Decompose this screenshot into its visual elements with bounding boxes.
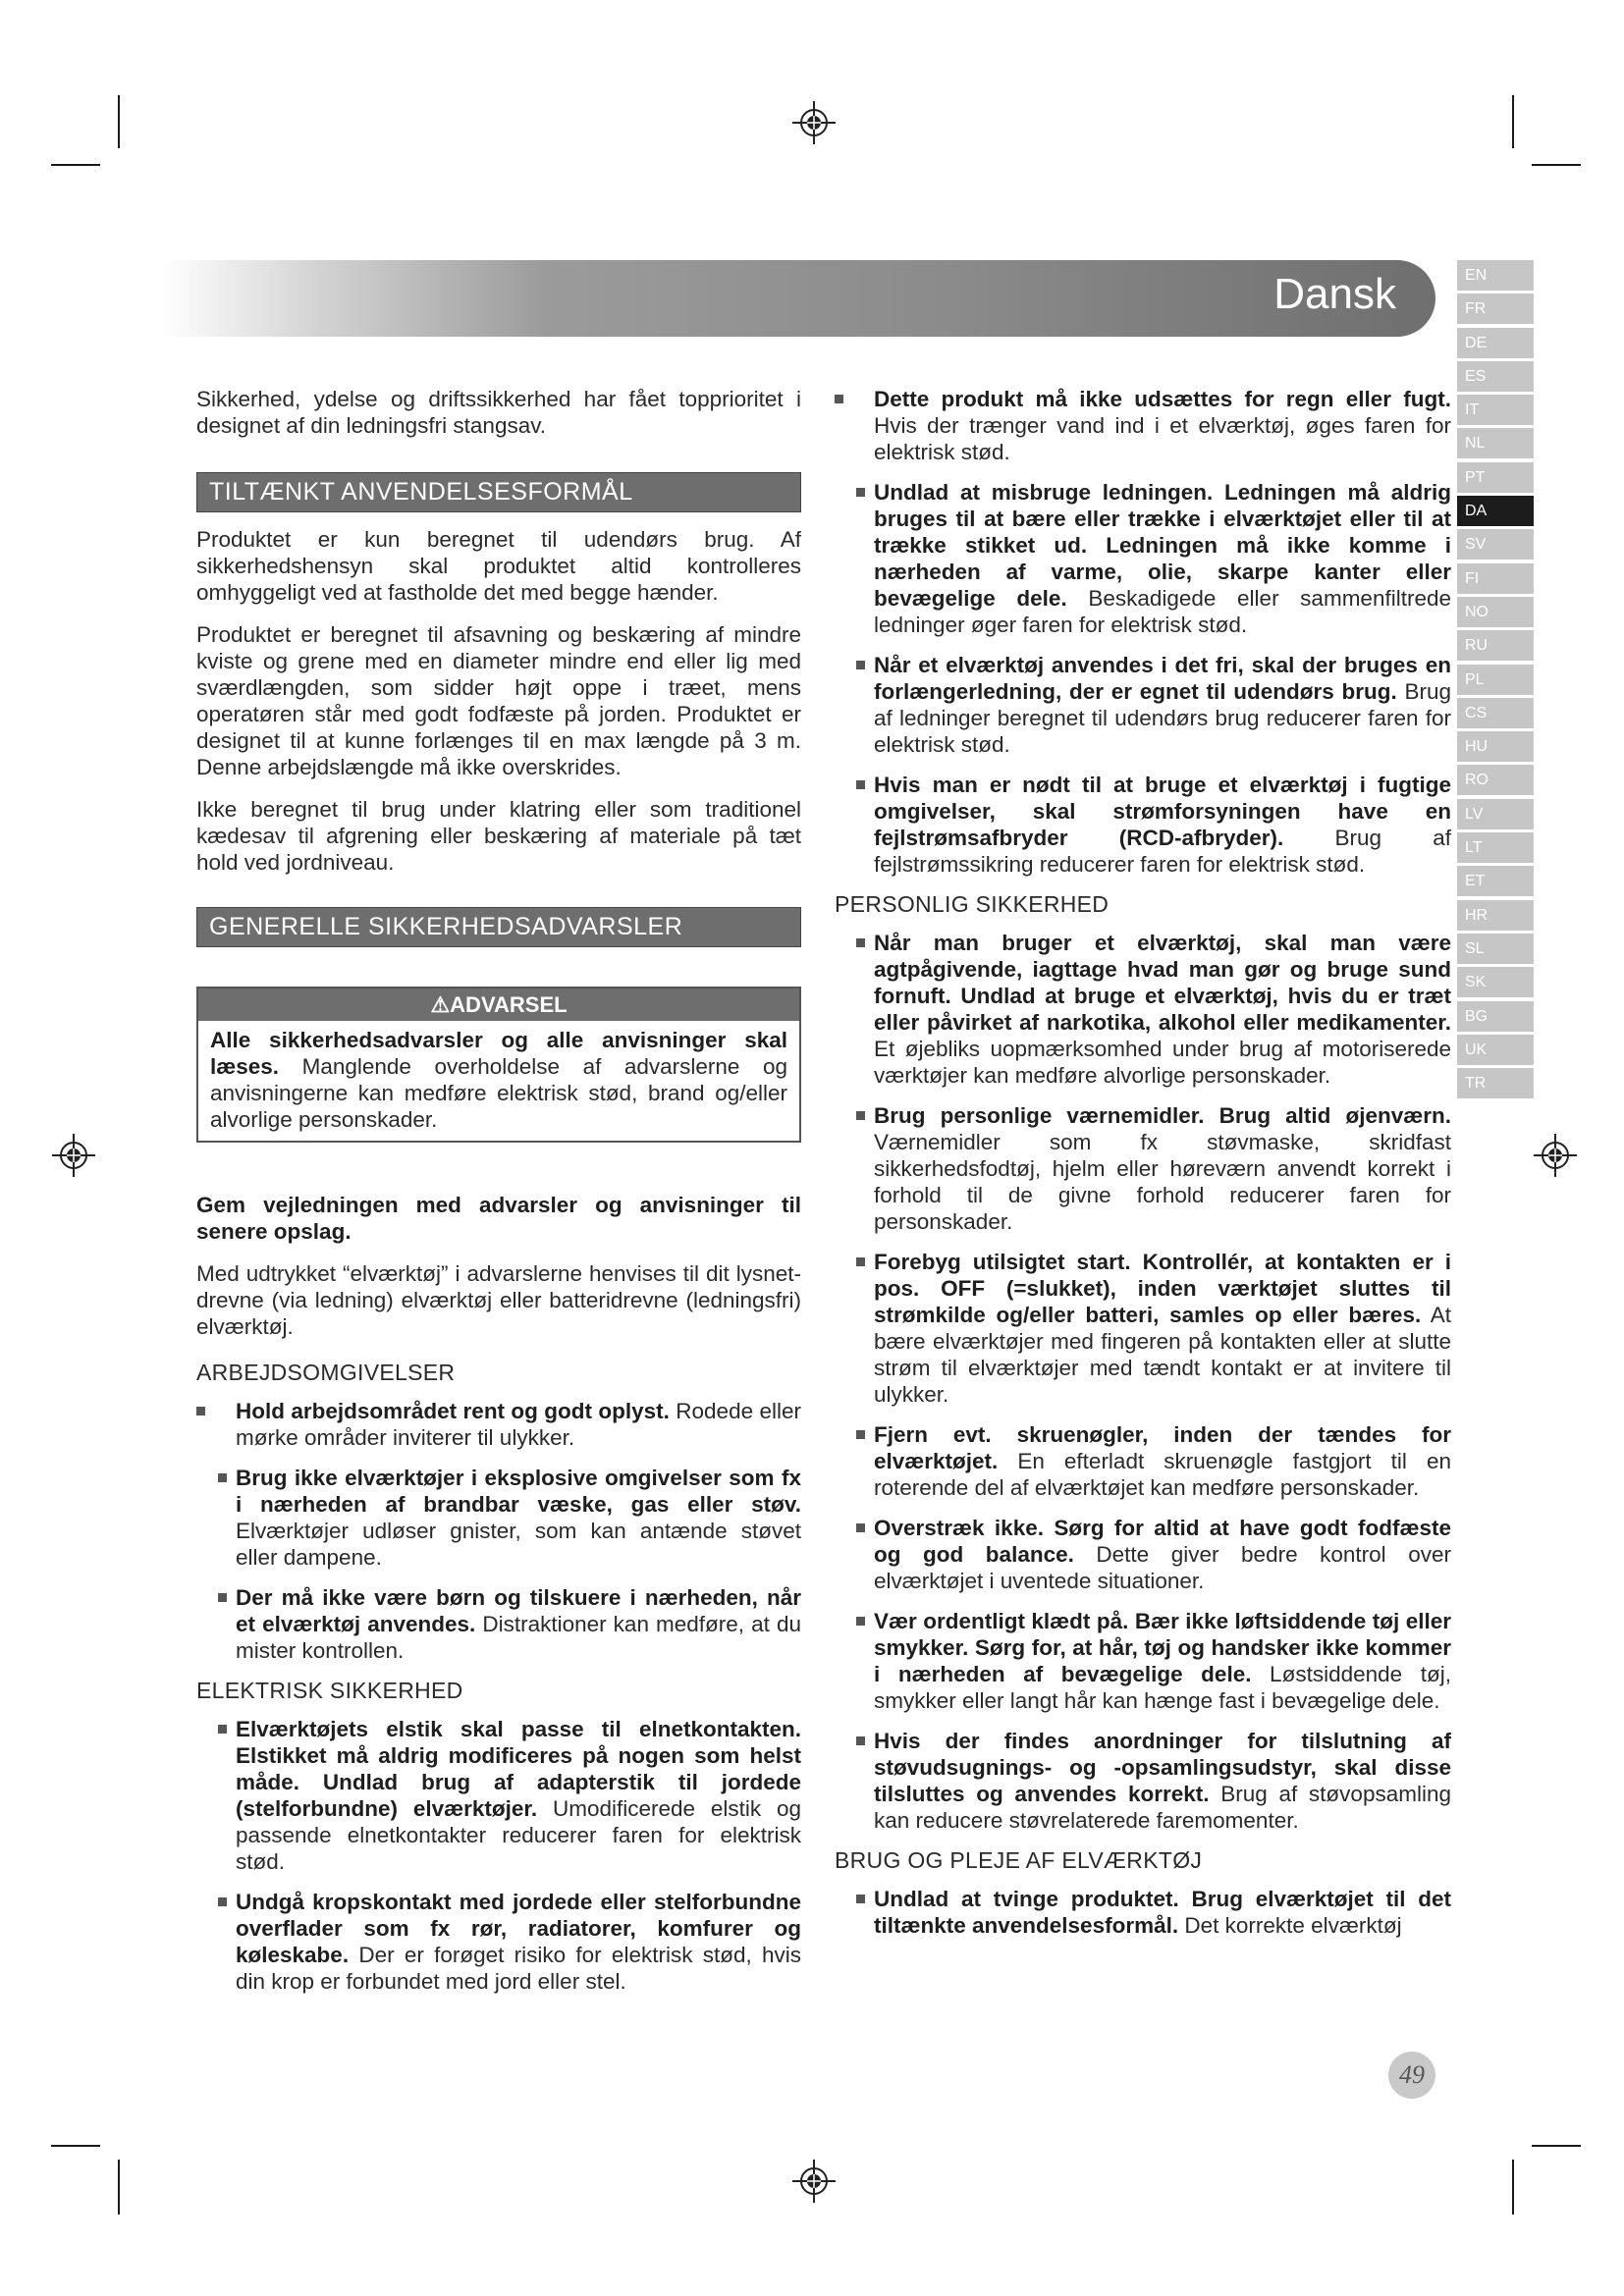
paragraph: Produktet er beregnet til afsavning og beskæring af mindre kviste og grene med en diameter mindre end eller lig med sværdlængden, som sidder højt oppe i træet, mens operatøren står med godt fodfæste på jorden. Produktet er designet til at kunne forlænges til en max længde på 3 m. Denne arbejdslængde må ikke overskrides.	[196, 622, 801, 779]
list-item	[835, 772, 1451, 878]
bullet-square-icon	[856, 1895, 865, 1903]
left-column	[196, 386, 801, 2008]
language-tabs	[1457, 260, 1534, 1101]
list-item-bold: Der må ikke være børn og tilskuere i nærheden, når et elværktøj anvendes.	[236, 1585, 801, 1636]
warning-box	[196, 987, 801, 1143]
list-item-text: Hvis der trænger vand ind i et elværktøj, øges faren for elektrisk stød.	[874, 413, 1451, 464]
list-item-text: Beskadigede eller sammenfiltrede ledninger øger faren for elektrisk stød.	[874, 586, 1451, 637]
language-tab-et[interactable]: ET	[1457, 866, 1534, 896]
list-item	[835, 930, 1451, 1089]
bullet-square-icon	[856, 1617, 865, 1626]
registration-mark-icon	[52, 1134, 95, 1177]
bullet-square-icon	[856, 780, 865, 789]
keep-instructions: Gem vejledningen med advarsler og anvisninger til senere opslag.	[196, 1193, 801, 1244]
bullet-square-icon	[835, 395, 843, 403]
list-item-bold: Undlad at tvinge produktet. Brug elværktøjet til det tiltænkte anvendelsesformål.	[874, 1887, 1451, 1938]
language-tab-pt[interactable]: PT	[1457, 462, 1534, 493]
language-tab-fr[interactable]: FR	[1457, 294, 1534, 324]
warning-body	[198, 1021, 799, 1141]
language-tab-cs[interactable]: CS	[1457, 698, 1534, 728]
list-item	[196, 1716, 801, 1875]
list-item	[835, 652, 1451, 758]
subheading-care: BRUG OG PLEJE AF ELVÆRKTØJ	[835, 1847, 1203, 1873]
language-tab-it[interactable]: IT	[1457, 395, 1534, 425]
list-item	[196, 1398, 801, 1451]
bullet-square-icon	[856, 1430, 865, 1439]
bullet-square-icon	[218, 1593, 227, 1602]
list-item-text: Brug af ledninger beregnet til udendørs brug reducerer faren for elektrisk stød.	[874, 679, 1451, 757]
crop-mark	[1512, 95, 1514, 148]
bullet-square-icon	[218, 1897, 227, 1906]
language-tab-da[interactable]: DA	[1457, 496, 1534, 526]
list-item	[835, 1608, 1451, 1714]
list-item	[835, 1249, 1451, 1408]
language-tab-tr[interactable]: TR	[1457, 1068, 1534, 1098]
list-item	[835, 1102, 1451, 1235]
warning-bold: Alle sikkerhedsadvarsler og alle anvisninger skal læses.	[210, 1028, 787, 1079]
subheading-work-area: ARBEJDSOMGIVELSER	[196, 1360, 456, 1385]
language-tab-es[interactable]: ES	[1457, 361, 1534, 392]
list-item	[196, 1465, 801, 1571]
list-item-text: Distraktioner kan medføre, at du mister kontrollen.	[236, 1612, 801, 1663]
bullet-square-icon	[856, 938, 865, 947]
list-item-text: Løstsiddende tøj, smykker eller langt hår kan hænge fast i bevægelige dele.	[874, 1662, 1451, 1713]
page-header	[162, 260, 1435, 337]
list-item	[196, 1889, 801, 1995]
list-item-text: Rodede eller mørke områder inviterer til ulykker.	[236, 1399, 801, 1450]
paragraph: Produktet er kun beregnet til udendørs brug. Af sikkerhedshensyn skal produktet altid kontrolleres omhyggeligt ved at fastholde det med begge hænder.	[196, 527, 801, 605]
language-tab-nl[interactable]: NL	[1457, 428, 1534, 458]
list-item-bold: Brug personlige værnemidler. Brug altid øjenværn.	[874, 1103, 1451, 1128]
crop-mark	[51, 2145, 100, 2147]
list-item	[835, 1515, 1451, 1594]
list-item	[835, 386, 1451, 465]
language-tab-ru[interactable]: RU	[1457, 630, 1534, 661]
language-tab-sk[interactable]: SK	[1457, 967, 1534, 997]
language-tab-de[interactable]: DE	[1457, 328, 1534, 358]
language-tab-lt[interactable]: LT	[1457, 832, 1534, 863]
list-item-text: En efterladt skruenøgle fastgjort til en roterende del af elværktøjet kan medføre personskader.	[874, 1449, 1451, 1500]
bullet-square-icon	[856, 661, 865, 669]
list-item-bold: Undgå kropskontakt med jordede eller stelforbundne overflader som fx rør, radiatorer, komfurer og køleskabe.	[236, 1890, 801, 1967]
list-item-bold: Når man bruger et elværktøj, skal man være agtpågivende, iagttage hvad man gør og bruge sund fornuft. Undlad at bruge et elværktøj, hvis du er træt eller påvirket af narkotika, alkohol eller medikamenter.	[874, 931, 1451, 1035]
language-tab-sv[interactable]: SV	[1457, 529, 1534, 560]
language-tab-pl[interactable]: PL	[1457, 665, 1534, 695]
intro-text: Sikkerhed, ydelse og driftssikkerhed har fået topprioritet i designet af din ledningsfri stangsav.	[196, 387, 801, 438]
warning-title: ADVARSEL	[450, 992, 568, 1017]
list-item-bold: Dette produkt må ikke udsættes for regn eller fugt.	[874, 387, 1451, 411]
list-item-bold: Vær ordentligt klædt på. Bær ikke løftsiddende tøj eller smykker. Sørg for, at hår, tøj og handsker ikke kommer i nærheden af bevægelige dele.	[874, 1609, 1451, 1686]
list-item-text: Brug af fejlstrømssikring reducerer faren for elektrisk stød.	[874, 826, 1452, 877]
subheading-personal: PERSONLIG SIKKERHED	[835, 891, 1110, 917]
list-item-bold: Elværktøjets elstik skal passe til elnetkontakten. Elstikket må aldrig modificeres på nogen som helst måde. Undlad brug af adapterstik til jordede (stelforbundne) elværktøjer.	[236, 1717, 801, 1821]
bullet-square-icon	[856, 488, 865, 497]
list-item-bold: Undlad at misbruge ledningen. Ledningen må aldrig bruges til at bære eller trække i elværktøjet eller til at trække stikket ud. Ledningen må ikke komme i nærheden af varme, olie, skarpe kanter eller bevægelige dele.	[874, 480, 1451, 611]
list-item-text: Brug af støvopsamling kan reducere støvrelaterede faremomenter.	[874, 1782, 1451, 1833]
language-tab-lv[interactable]: LV	[1457, 799, 1534, 829]
list-item-bold: Hold arbejdsområdet rent og godt oplyst.	[236, 1399, 670, 1423]
list-item-bold: Fjern evt. skruenøgler, inden der tændes for elværktøjet.	[874, 1422, 1451, 1473]
section-heading: TILTÆNKT ANVENDELSESFORMÅL	[196, 472, 801, 512]
list-item-bold: Overstræk ikke. Sørg for altid at have godt fodfæste og god balance.	[874, 1516, 1451, 1567]
right-column	[835, 386, 1451, 1952]
crop-mark	[1532, 164, 1581, 166]
warning-text: Manglende overholdelse af advarslerne og anvisningerne kan medføre elektrisk stød, brand og/eller alvorlige personskader.	[210, 1054, 787, 1132]
crop-mark	[51, 164, 100, 166]
language-tab-uk[interactable]: UK	[1457, 1035, 1534, 1065]
warning-triangle-icon: ⚠	[430, 992, 451, 1017]
list-item-text: Et øjebliks uopmærksomhed under brug af motoriserede værktøjer kan medføre alvorlige personskader.	[874, 1037, 1451, 1088]
list-item	[835, 1728, 1451, 1834]
list-item-text: At bære elværktøjer med fingeren på kontakten eller at slutte strøm til elværktøjer med tændt kontakt er at invitere til ulykker.	[874, 1303, 1451, 1407]
list-item-bold: Hvis man er nødt til at bruge et elværktøj i fugtige omgivelser, skal strømforsyningen have en fejlstrømsafbryder (RCD-afbryder).	[874, 773, 1451, 850]
list-item	[835, 1886, 1451, 1939]
section-heading: GENERELLE SIKKERHEDSADVARSLER	[196, 907, 801, 947]
list-item-text: Der er forøget risiko for elektrisk stød, hvis din krop er forbundet med jord eller stel.	[236, 1943, 801, 1994]
language-tab-ro[interactable]: RO	[1457, 765, 1534, 795]
crop-mark	[1512, 2160, 1514, 2215]
subheading-electrical: ELEKTRISK SIKKERHED	[196, 1678, 463, 1703]
bullet-square-icon	[856, 1257, 865, 1266]
bullet-square-icon	[218, 1725, 227, 1734]
list-item	[835, 479, 1451, 638]
list-item-bold: Hvis der findes anordninger for tilslutning af støvudsugnings- og -opsamlingsudstyr, skal disse tilsluttes og anvendes korrekt.	[874, 1729, 1451, 1806]
list-item-bold: Forebyg utilsigtet start. Kontrollér, at kontakten er i pos. OFF (=slukket), inden værktøjet sluttes til strømkilde og/eller batteri, samles op eller bæres.	[874, 1250, 1451, 1327]
list-item-text: Værnemidler som fx støvmaske, skridfast sikkerhedsfodtøj, hjelm eller høreværn anvendt korrekt i forhold til de givne forhold reducerer faren for personskader.	[874, 1130, 1451, 1234]
language-tab-en[interactable]: EN	[1457, 260, 1534, 291]
registration-mark-icon	[1534, 1134, 1577, 1177]
list-item	[835, 1421, 1451, 1501]
bullet-square-icon	[196, 1407, 205, 1415]
list-item-bold: Når et elværktøj anvendes i det fri, skal der bruges en forlængerledning, der er egnet til udendørs brug.	[874, 653, 1451, 704]
crop-mark	[118, 2160, 120, 2215]
crop-mark	[118, 95, 120, 148]
page-number: 49	[1388, 2052, 1435, 2099]
bullet-square-icon	[856, 1523, 865, 1532]
bullet-square-icon	[856, 1111, 865, 1120]
registration-mark-icon	[792, 101, 836, 144]
language-tab-hu[interactable]: HU	[1457, 731, 1534, 762]
term-note: Med udtrykket “elværktøj” i advarslerne henvises til dit lysnet-drevne (via ledning) elværktøj eller batteridrevne (ledningsfri) elværktøj.	[196, 1261, 801, 1339]
registration-mark-icon	[792, 2160, 836, 2203]
language-tab-sl[interactable]: SL	[1457, 934, 1534, 964]
bullet-square-icon	[218, 1473, 227, 1482]
list-item-text: Det korrekte elværktøj	[1178, 1913, 1402, 1938]
crop-mark	[1532, 2145, 1581, 2147]
page-title: Dansk	[1273, 270, 1396, 318]
list-item-text: Umodificerede elstik og passende elnetkontakter reducerer faren for elektrisk stød.	[236, 1796, 801, 1874]
paragraph: Ikke beregnet til brug under klatring eller som traditionel kædesav til afgrening eller beskæring af materiale på tæt hold ved jordniveau.	[196, 797, 801, 875]
list-item-text: Elværktøjer udløser gnister, som kan antænde støvet eller dampene.	[236, 1519, 801, 1570]
language-tab-hr[interactable]: HR	[1457, 900, 1534, 931]
list-item	[196, 1584, 801, 1664]
language-tab-fi[interactable]: FI	[1457, 563, 1534, 594]
list-item-text: Dette giver bedre kontrol over elværktøjet i uventede situationer.	[874, 1542, 1451, 1593]
bullet-square-icon	[856, 1736, 865, 1745]
warning-header	[198, 988, 799, 1021]
language-tab-bg[interactable]: BG	[1457, 1001, 1534, 1032]
list-item-bold: Brug ikke elværktøjer i eksplosive omgivelser som fx i nærheden af brandbar væske, gas eller støv.	[236, 1466, 801, 1517]
language-tab-no[interactable]: NO	[1457, 597, 1534, 627]
